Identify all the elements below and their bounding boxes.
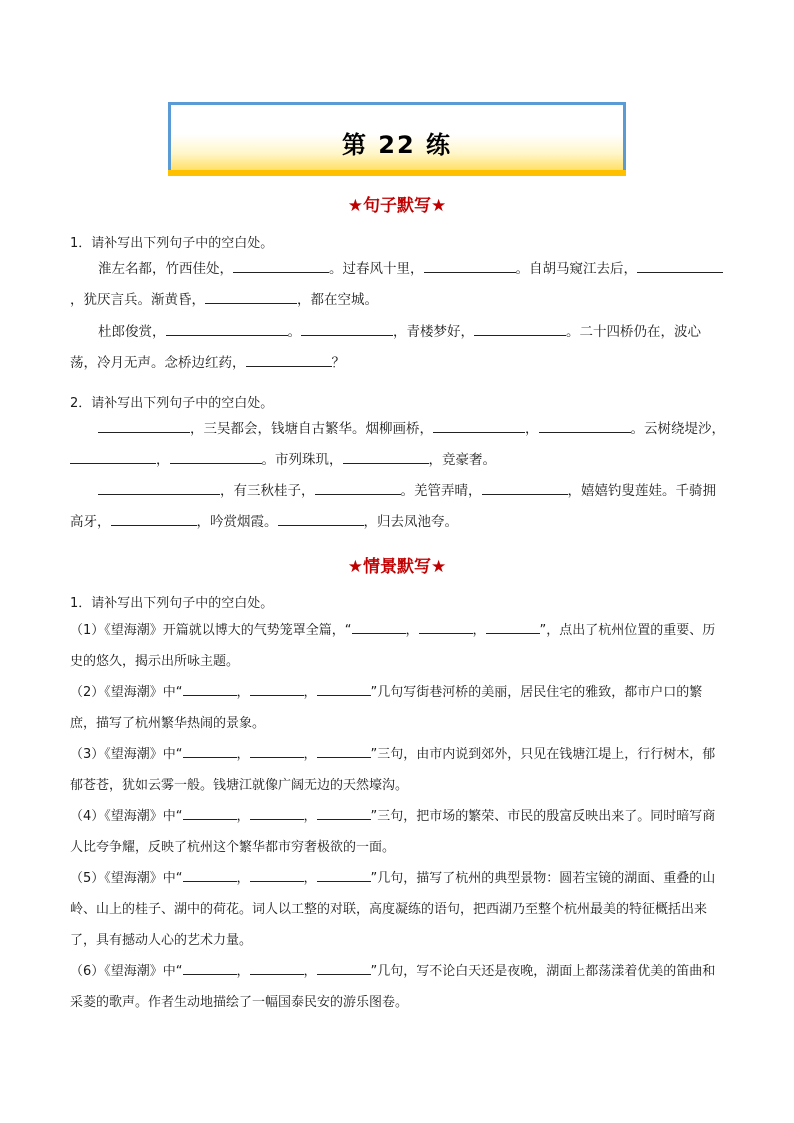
- text-segment: （6）《望海潮》中“: [70, 964, 183, 979]
- answer-blank[interactable]: [317, 805, 371, 820]
- scene-item-5: [70, 863, 725, 956]
- answer-blank[interactable]: [352, 619, 406, 634]
- answer-blank[interactable]: [246, 352, 332, 367]
- question-2-prompt: 2．请补写出下列句子中的空白处。: [70, 396, 274, 411]
- text-segment: ，: [472, 623, 486, 638]
- section-2-question-1-prompt: 1．请补写出下列句子中的空白处。: [70, 596, 274, 611]
- scene-item-3: [70, 739, 725, 801]
- question-1-paragraph-1: [70, 254, 725, 316]
- question-2-paragraph-1: [70, 414, 725, 476]
- text-segment: ，都在空城。: [297, 292, 378, 308]
- text-segment: ？: [331, 355, 345, 371]
- answer-blank[interactable]: [317, 960, 371, 975]
- text-segment: ，竞豪奢。: [428, 452, 496, 468]
- text-segment: ”三句，由市内说到郊外，只见在钱塘江堤上，行行树木，郁郁苍苍，犹如云雾一般。钱塘江就像广阔无边的天然壕沟。: [70, 747, 716, 793]
- answer-blank[interactable]: [315, 480, 401, 495]
- answer-blank[interactable]: [317, 867, 371, 882]
- answer-blank[interactable]: [183, 960, 237, 975]
- question-1-prompt: 1．请补写出下列句子中的空白处。: [70, 236, 274, 251]
- answer-blank[interactable]: [170, 449, 262, 464]
- text-segment: ，三吴都会，钱塘自古繁华。烟柳画桥，: [190, 421, 433, 437]
- answer-blank[interactable]: [70, 449, 156, 464]
- text-segment: ，: [405, 623, 419, 638]
- answer-blank[interactable]: [233, 258, 329, 273]
- text-segment: ，: [236, 809, 250, 824]
- answer-blank[interactable]: [433, 418, 525, 433]
- text-segment: 。自胡马窥江去后，: [515, 261, 637, 277]
- scene-item-6: [70, 956, 725, 1018]
- text-segment: ，: [236, 747, 250, 762]
- text-segment: ，: [303, 871, 317, 886]
- text-segment: ，: [303, 809, 317, 824]
- text-segment: ，: [303, 747, 317, 762]
- text-segment: ，: [303, 685, 317, 700]
- text-segment: （5）《望海潮》中“: [70, 871, 183, 886]
- text-segment: ，犹厌言兵。渐黄昏，: [70, 292, 205, 308]
- text-segment: 。二十四桥仍在，波心荡，冷月无声。念桥边红药，: [70, 324, 701, 371]
- text-segment: ，有三秋桂子，: [220, 483, 315, 499]
- text-segment: ，吟赏烟霞。: [196, 514, 278, 530]
- answer-blank[interactable]: [637, 258, 723, 273]
- answer-blank[interactable]: [424, 258, 516, 273]
- answer-blank[interactable]: [301, 321, 393, 336]
- answer-blank[interactable]: [486, 619, 540, 634]
- answer-blank[interactable]: [183, 681, 237, 696]
- answer-blank[interactable]: [419, 619, 473, 634]
- text-segment: ”几句，写不论白天还是夜晚，湖面上都荡漾着优美的笛曲和采菱的歌声。作者生动地描绘了一幅国泰民安的游乐图卷。: [70, 964, 716, 1010]
- answer-blank[interactable]: [98, 480, 220, 495]
- text-segment: （1）《望海潮》开篇就以博大的气势笼罩全篇，“: [70, 623, 352, 638]
- answer-blank[interactable]: [278, 511, 364, 526]
- answer-blank[interactable]: [183, 805, 237, 820]
- answer-blank[interactable]: [250, 681, 304, 696]
- page-title: 第 22 练: [341, 131, 453, 159]
- answer-blank[interactable]: [166, 321, 288, 336]
- text-segment: ，: [236, 871, 250, 886]
- question-1-paragraph-2: [70, 317, 725, 379]
- text-segment: ，青楼梦好，: [393, 324, 474, 340]
- text-segment: 淮左名都，竹西佳处，: [98, 261, 233, 277]
- answer-blank[interactable]: [250, 867, 304, 882]
- text-segment: ，: [525, 421, 539, 437]
- answer-blank[interactable]: [317, 743, 371, 758]
- scene-item-4: [70, 801, 725, 863]
- answer-blank[interactable]: [482, 480, 568, 495]
- scene-item-2: [70, 677, 725, 739]
- text-segment: ，: [236, 964, 250, 979]
- text-segment: ，嬉嬉钓叟莲娃。千骑拥高牙，: [70, 483, 716, 530]
- answer-blank[interactable]: [98, 418, 190, 433]
- section-title-sentence-dictation: ★句子默写★: [347, 196, 447, 216]
- answer-blank[interactable]: [250, 743, 304, 758]
- answer-blank[interactable]: [183, 867, 237, 882]
- text-segment: 。市列珠玑，: [261, 452, 343, 468]
- answer-blank[interactable]: [111, 511, 197, 526]
- text-segment: 。: [287, 324, 301, 340]
- text-segment: 杜郎俊赏，: [98, 324, 166, 340]
- answer-blank[interactable]: [343, 449, 429, 464]
- text-segment: ，: [303, 964, 317, 979]
- question-2-paragraph-2: [70, 476, 725, 538]
- title-banner: [168, 102, 626, 170]
- section-title-scene-dictation: ★情景默写★: [347, 557, 447, 577]
- text-segment: ，: [236, 685, 250, 700]
- answer-blank[interactable]: [317, 681, 371, 696]
- text-segment: ，: [156, 452, 170, 468]
- text-segment: ”几句，描写了杭州的典型景物：圆若宝镜的湖面、重叠的山岭、山上的桂子、湖中的荷花。词人以工整的对联，高度凝练的语句，把西湖乃至整个杭州最美的特征概括出来了，具有撼动人心的艺术力量。: [70, 871, 716, 948]
- text-segment: 。过春风十里，: [329, 261, 424, 277]
- answer-blank[interactable]: [474, 321, 566, 336]
- text-segment: （3）《望海潮》中“: [70, 747, 183, 762]
- text-segment: ”几句写街巷河桥的美丽，居民住宅的雅致，都市户口的繁庶，描写了杭州繁华热闹的景象。: [70, 685, 703, 731]
- answer-blank[interactable]: [250, 960, 304, 975]
- scene-item-1: [70, 615, 725, 677]
- text-segment: （2）《望海潮》中“: [70, 685, 183, 700]
- answer-blank[interactable]: [539, 418, 631, 433]
- answer-blank[interactable]: [205, 289, 297, 304]
- text-segment: ”三句，把市场的繁荣、市民的殷富反映出来了。同时暗写商人比夸争耀，反映了杭州这个繁华都市穷奢极欲的一面。: [70, 809, 716, 855]
- answer-blank[interactable]: [183, 743, 237, 758]
- text-segment: 。云树绕堤沙，: [630, 421, 725, 437]
- text-segment: （4）《望海潮》中“: [70, 809, 183, 824]
- text-segment: ，归去凤池夸。: [363, 514, 458, 530]
- answer-blank[interactable]: [250, 805, 304, 820]
- text-segment: ”，点出了杭州位置的重要、历史的悠久，揭示出所咏主题。: [70, 623, 716, 669]
- text-segment: 。羌管弄晴，: [400, 483, 482, 499]
